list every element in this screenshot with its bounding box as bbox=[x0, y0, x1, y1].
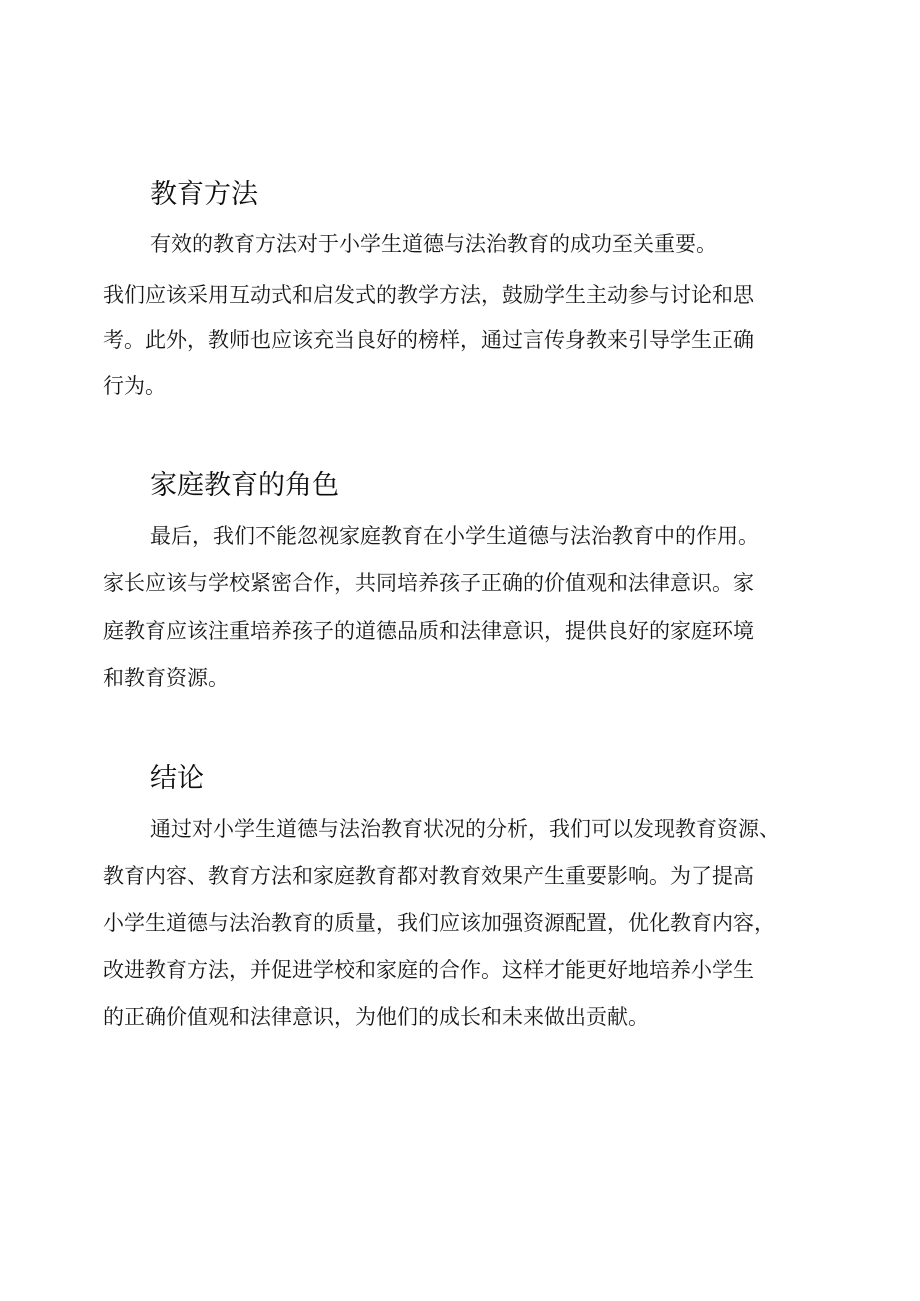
paragraph-line: 最后，我们不能忽视家庭教育在小学生道德与法治教育中的作用。 bbox=[150, 524, 759, 548]
paragraph-line: 考。此外，教师也应该充当良好的榜样，通过言传身教来引导学生正确 bbox=[103, 328, 754, 352]
paragraph-line: 家长应该与学校紧密合作，共同培养孩子正确的价值观和法律意识。家 bbox=[103, 571, 754, 595]
paragraph-line: 庭教育应该注重培养孩子的道德品质和法律意识，提供良好的家庭环境 bbox=[103, 619, 754, 643]
paragraph-line: 的正确价值观和法律意识，为他们的成长和未来做出贡献。 bbox=[103, 1005, 649, 1029]
paragraph-line: 小学生道德与法治教育的质量，我们应该加强资源配置，优化教育内容， bbox=[103, 911, 775, 935]
paragraph-line: 通过对小学生道德与法治教育状况的分析，我们可以发现教育资源、 bbox=[150, 817, 780, 841]
paragraph-line: 改进教育方法，并促进学校和家庭的合作。这样才能更好地培养小学生 bbox=[103, 958, 754, 982]
section-heading-family-education-role: 家庭教育的角色 bbox=[150, 470, 339, 501]
paragraph-line: 我们应该采用互动式和启发式的教学方法，鼓励学生主动参与讨论和思 bbox=[103, 283, 754, 307]
paragraph-line: 行为。 bbox=[103, 374, 166, 398]
section-heading-conclusion: 结论 bbox=[150, 763, 204, 794]
section-heading-education-methods: 教育方法 bbox=[150, 179, 258, 210]
paragraph-line: 有效的教育方法对于小学生道德与法治教育的成功至关重要。 bbox=[150, 232, 717, 256]
paragraph-line: 教育内容、教育方法和家庭教育都对教育效果产生重要影响。为了提高 bbox=[103, 864, 754, 888]
paragraph-line: 和教育资源。 bbox=[103, 666, 229, 690]
